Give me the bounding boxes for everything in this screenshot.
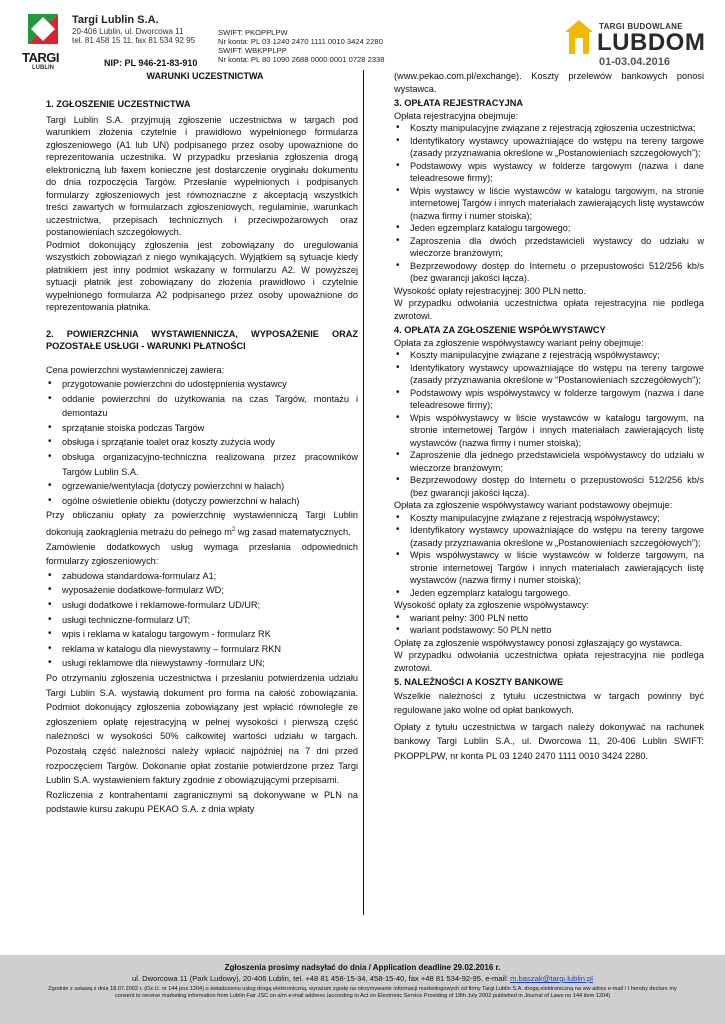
- contact-text: ul. Dworcowa 11 (Park Ludowy), 20-406 Lublin, tel. +48 81 458-15-34, 458-15-40, fax +48 81 534-92-95, e-mail:: [132, 974, 511, 983]
- left-column: [46, 98, 358, 817]
- company-info: [72, 16, 195, 45]
- page-header: [0, 0, 725, 70]
- paragraph: Wysokość opłaty rejestracyjnej: 300 PLN netto.: [394, 285, 586, 296]
- paragraph: Targi Lublin S.A. przyjmują zgłoszenie uczestnictwa w targach pod warunkiem złożenia czytelnie i prawidłowo wypełnionego formularza zgłoszeniowego (A1 lub UN) podpisanego przez osoby upoważnione do reprezentowania uczestnika. W przypadku przesłania zgłoszenia drogą elektroniczną lub faxem konieczne jest dostarczenie oryginału dokumentu do dnia rozpoczęcia Targów. Przesłanie wypełnionych i podpisanych formularzy zgłoszeniowych jest równoznaczne z akceptacją wszystkich treści zawartych w formularzach zgłoszeniowych, regulaminie, warunkach uczestnictwa, przepisach technicznych i przeciwpożarowych oraz postanowieniach szczegółowych.: [46, 114, 358, 237]
- forms-list: [46, 569, 358, 671]
- paragraph: Opłatę za zgłoszenie współwystawcy ponosi zgłaszający go wystawca.: [394, 637, 683, 648]
- event-name: LUBDOM: [597, 29, 706, 56]
- company-address: 20-406 Lublin, ul. Dworcowa 11: [72, 27, 184, 36]
- company-nip: NIP: PL 946-21-83-910: [104, 58, 198, 68]
- list-item: • ogólne oświetlenie obiektu (dotyczy powierzchni w halach): [46, 494, 358, 509]
- list-item: • Koszty manipulacyjne związane z rejestracją współwystawcy;: [394, 349, 704, 362]
- paragraph: Cena powierzchni wystawienniczej zawiera:: [46, 364, 225, 375]
- paragraph: Opłata za zgłoszenie współwystawcy wariant pełny obejmuje:: [394, 337, 644, 348]
- list-item: • obsługa organizacyjno-techniczna realizowana przez pracowników Targów Lublin S.A.: [46, 450, 358, 479]
- targi-logo-mark-icon: [28, 14, 58, 44]
- paragraph: W przypadku odwołania uczestnictwa opłata rejestracyjna nie podlega zwrotowi.: [394, 650, 704, 673]
- list-item: • Zaproszenie dla jednego przedstawiciela współwystawcy do udziału w wieczorze branżowym;: [394, 449, 704, 474]
- paragraph: W przypadku odwołania uczestnictwa opłata rejestracyjna nie podlega zwrotowi.: [394, 298, 704, 321]
- event-label: TARGI BUDOWLANE: [599, 22, 683, 31]
- list-item: • usługi reklamowe dla niewystawny -formularz UN;: [46, 656, 358, 671]
- bank-line: SWIFT: PKOPPLPW: [218, 28, 288, 37]
- superscript: 2: [231, 527, 236, 534]
- list-item: • Identyfikatory wystawcy upoważniające do wstępu na tereny targowe (zasady przyznawania określone w "Postanowieniach szczegółowych");: [394, 362, 704, 387]
- section-heading: 1. ZGŁOSZENIE UCZESTNICTWA: [46, 99, 191, 109]
- deadline-text: Zgłoszenia prosimy nadsyłać do dnia / Application deadline 29.02.2016 r.: [224, 963, 501, 972]
- bank-line: SWIFT: WBKPPLPP: [218, 46, 287, 55]
- column-divider: [363, 70, 364, 915]
- page-footer: [0, 955, 725, 1024]
- paragraph: Opłata za zgłoszenie współwystawcy wariant podstawowy obejmuje:: [394, 500, 673, 510]
- section-heading: 5. NALEŻNOŚCI A KOSZTY BANKOWE: [394, 677, 564, 687]
- list-item: • zabudowa standardowa-formularz A1;: [46, 569, 358, 584]
- bank-info: [218, 28, 385, 64]
- list-item: • wariant pełny: 300 PLN netto: [394, 612, 704, 625]
- paragraph: Opłata rejestracyjna obejmuje:: [394, 110, 519, 121]
- email-link[interactable]: m.baszak@targi.lublin.pl: [510, 974, 593, 983]
- paragraph: (www.pekao.com.pl/exchange). Koszty przelewów bankowych ponosi wystawca.: [394, 71, 704, 94]
- house-icon: [565, 20, 593, 56]
- list-item: • Bezprzewodowy dostęp do Internetu o przepustowości 512/256 kb/s (bez gwarancji jakości łącza).: [394, 474, 704, 499]
- paragraph: Wszelkie należności z tytułu uczestnictwa w targach powinny być regulowane jako wolne od opłat bankowych.: [394, 690, 704, 716]
- list-item: • usługi techniczne-formularz UT;: [46, 613, 358, 628]
- document-title: WARUNKI UCZESTNICTWA: [146, 71, 264, 81]
- list-item: • oddanie powierzchni do użytkowania na czas Targów, montażu i demontażu: [46, 392, 358, 421]
- list-item: • Identyfikatory wystawcy upoważniające do wstępu na tereny targowe (zasady przyznawania określone w „Postanowieniach szczegółowych”);: [394, 135, 704, 160]
- registration-list: [394, 122, 704, 285]
- coexhibitor-basic-list: [394, 512, 704, 600]
- rounding-text: Przy obliczaniu opłaty za powierzchnię wystawienniczą Targi Lublin dokonują zaokrąglenia metrażu do pełnego m: [46, 510, 358, 538]
- section-heading: 3. OPŁATA REJESTRACYJNA: [394, 98, 523, 108]
- paragraph: Po otrzymaniu zgłoszenia uczestnictwa i przesłaniu potwierdzenia udziału Targi Lublin S.A. wystawią dokument pro forma na całość zobowiązania. Podmiot dokonujący zgłoszenia zobowiązany jest wpłacić równolegle ze zgłoszeniem opłatę rejestracyjną w pełnej wysokości i pierwszą część należności w wysokości 50% całkowitej wartości udziału w targach. Pozostałą część należności należy wpłacić najpóźniej na 7 dni przed rozpoczęciem Targów. Dokonanie opłat zostanie potwierdzone przez Targi Lublin S.A. wystawieniem faktury zgodnie z obowiązującymi przepisami.: [46, 673, 358, 786]
- list-item: • Podstawowy wpis współwystawcy w folderze targowym (nazwa i dane teleadresowe firmy);: [394, 387, 704, 412]
- paragraph: Zamówienie dodatkowych usług wymaga przesłania odpowiednich formularzy zgłoszeniowych:: [46, 541, 358, 567]
- list-item: • Podstawowy wpis wystawcy w folderze targowym (nazwa i dane teleadresowe firmy);: [394, 160, 704, 185]
- lubdom-logo: [565, 18, 705, 66]
- company-phone: tel. 81 458 15 11, fax 81 534 92 95: [72, 36, 196, 45]
- list-item: • wpis i reklama w katalogu targowym - formularz RK: [46, 627, 358, 642]
- list-item: • sprzątanie stoiska podczas Targów: [46, 421, 358, 436]
- list-item: • Wpis współwystawcy w liście wystawców w katalogu targowym, na stronie internetowej Targów i innych materiałach zawierających listę wystawców (nazwa firmy i numer stoiska);: [394, 412, 704, 450]
- list-item: • Bezprzewodowy dostęp do Internetu o przepustowości 512/256 kb/s (bez gwarancji jakości łącza).: [394, 260, 704, 285]
- contact-line: [0, 974, 725, 983]
- paragraph: Rozliczenia z kontrahentami zagranicznymi są dokonywane w PLN na podstawie kursu zakupu PEKAO S.A. z dnia wpłaty: [46, 789, 358, 815]
- consent-text: [0, 986, 725, 1000]
- coexhibitor-amounts-list: [394, 612, 704, 637]
- section-heading: 2. POWIERZCHNIA WYSTAWIENNICZA, WYPOSAŻENIE ORAZ POZOSTAŁE USŁUGI - WARUNKI PŁATNOŚCI: [46, 328, 358, 351]
- list-item: • Koszty manipulacyjne związane z rejestracją współwystawcy;: [394, 512, 704, 525]
- list-item: • Identyfikatory wystawcy upoważniające do wstępu na tereny targowe (zasady przyznawania określone w „Postanowieniach szczegółowych”);: [394, 524, 704, 549]
- list-item: • Jeden egzemplarz katalogu targowego.: [394, 587, 704, 600]
- consent-pl: Zgodnie z ustawą z dnia 18.07.2002 r. (Dz.U. nr 144 poz.1204) o świadczeniu usług drogą elektroniczną, wyrażam zgodę na otrzymywanie informacji marketingowych od firmy Targi Lublin S.A. drogą elektroniczną na ww adres e-mail / I hereby declare my: [48, 986, 677, 992]
- bank-line: Nr konta: PL 03 1240 2470 1111 0010 3424 2280: [218, 37, 383, 46]
- event-dates: 01-03.04.2016: [599, 56, 670, 68]
- list-item: • Jeden egzemplarz katalogu targowego;: [394, 222, 704, 235]
- list-item: • obsługa i sprzątanie toalet oraz koszty zużycia wody: [46, 435, 358, 450]
- consent-en: consent to receive marketing information from Lublin Fair JSC on a/m e-mail address (according to Act on Electronic Service Providing of 18th July 2002 published in Journal of Laws no 144 item 1204): [114, 993, 611, 999]
- list-item: • Zaproszenia dla dwóch przedstawicieli wystawcy do udziału w wieczorze branżowym;: [394, 235, 704, 260]
- list-item: • wariant podstawowy: 50 PLN netto: [394, 624, 704, 637]
- rounding-text-end: wg zasad matematycznych.: [235, 527, 351, 538]
- paragraph: Opłaty z tytułu uczestnictwa w targach należy dokonywać na rachunek bankowy Targi Lublin S.A., ul. Dworcowa 11, 20-406 Lublin SWIFT: PKOPPLPW, nr konta PL 03 1240 2470 1111 0010 3424 2280.: [394, 721, 704, 761]
- inclusion-list: [46, 377, 358, 508]
- list-item: • reklama w katalogu dla niewystawny – formularz RKN: [46, 642, 358, 657]
- company-name: Targi Lublin S.A.: [72, 14, 159, 26]
- paragraph: Wysokość opłaty za zgłoszenie współwystawcy:: [394, 600, 589, 610]
- list-item: • ogrzewanie/wentylacja (dotyczy powierzchni w halach): [46, 479, 358, 494]
- logo-word: TARGI: [22, 50, 59, 65]
- paragraph: [46, 508, 358, 539]
- logo-sub: LUBLIN: [32, 65, 54, 71]
- bank-line: Nr konta: PL 80 1090 2688 0000 0001 0728 2338: [218, 55, 385, 64]
- list-item: • przygotowanie powierzchni do udostępnienia wystawcy: [46, 377, 358, 392]
- targi-lublin-logo: [22, 10, 64, 71]
- list-item: • Wpis współwystawcy w liście wystawców w folderze targowym, na stronie internetowej Targów i innych materiałach zawierających listę wystawców (nazwa firmy i numer stoiska);: [394, 549, 704, 587]
- list-item: • Koszty manipulacyjne związane z rejestracją zgłoszenia uczestnictwa;: [394, 122, 704, 135]
- right-column: [394, 70, 704, 763]
- section-heading: 4. OPŁATA ZA ZGŁOSZENIE WSPÓŁWYSTAWCY: [394, 325, 606, 335]
- list-item: • usługi dodatkowe i reklamowe-formularz UD/UR;: [46, 598, 358, 613]
- list-item: • Wpis wystawcy w liście wystawców w katalogu targowym, na stronie internetowej Targów i innych materiałach zawierających listę wystawców (nazwa firmy i numer stoiska);: [394, 185, 704, 223]
- coexhibitor-full-list: [394, 349, 704, 499]
- list-item: • wyposażenie dodatkowe-formularz WD;: [46, 583, 358, 598]
- paragraph: Podmiot dokonujący zgłoszenia jest zobowiązany do uregulowania wszystkich zobowiązań z niego wynikających. Wyjątkiem są sytuacje kiedy płatnikiem jest inny podmiot wskazany w formularzu A2. W powyższej sytuacji płatnik jest zobowiązany do złożenia prawidłowo i czytelnie wypełnionego formularza A2 podpisanego przez osoby upoważnione do reprezentowania płatnika.: [46, 239, 358, 312]
